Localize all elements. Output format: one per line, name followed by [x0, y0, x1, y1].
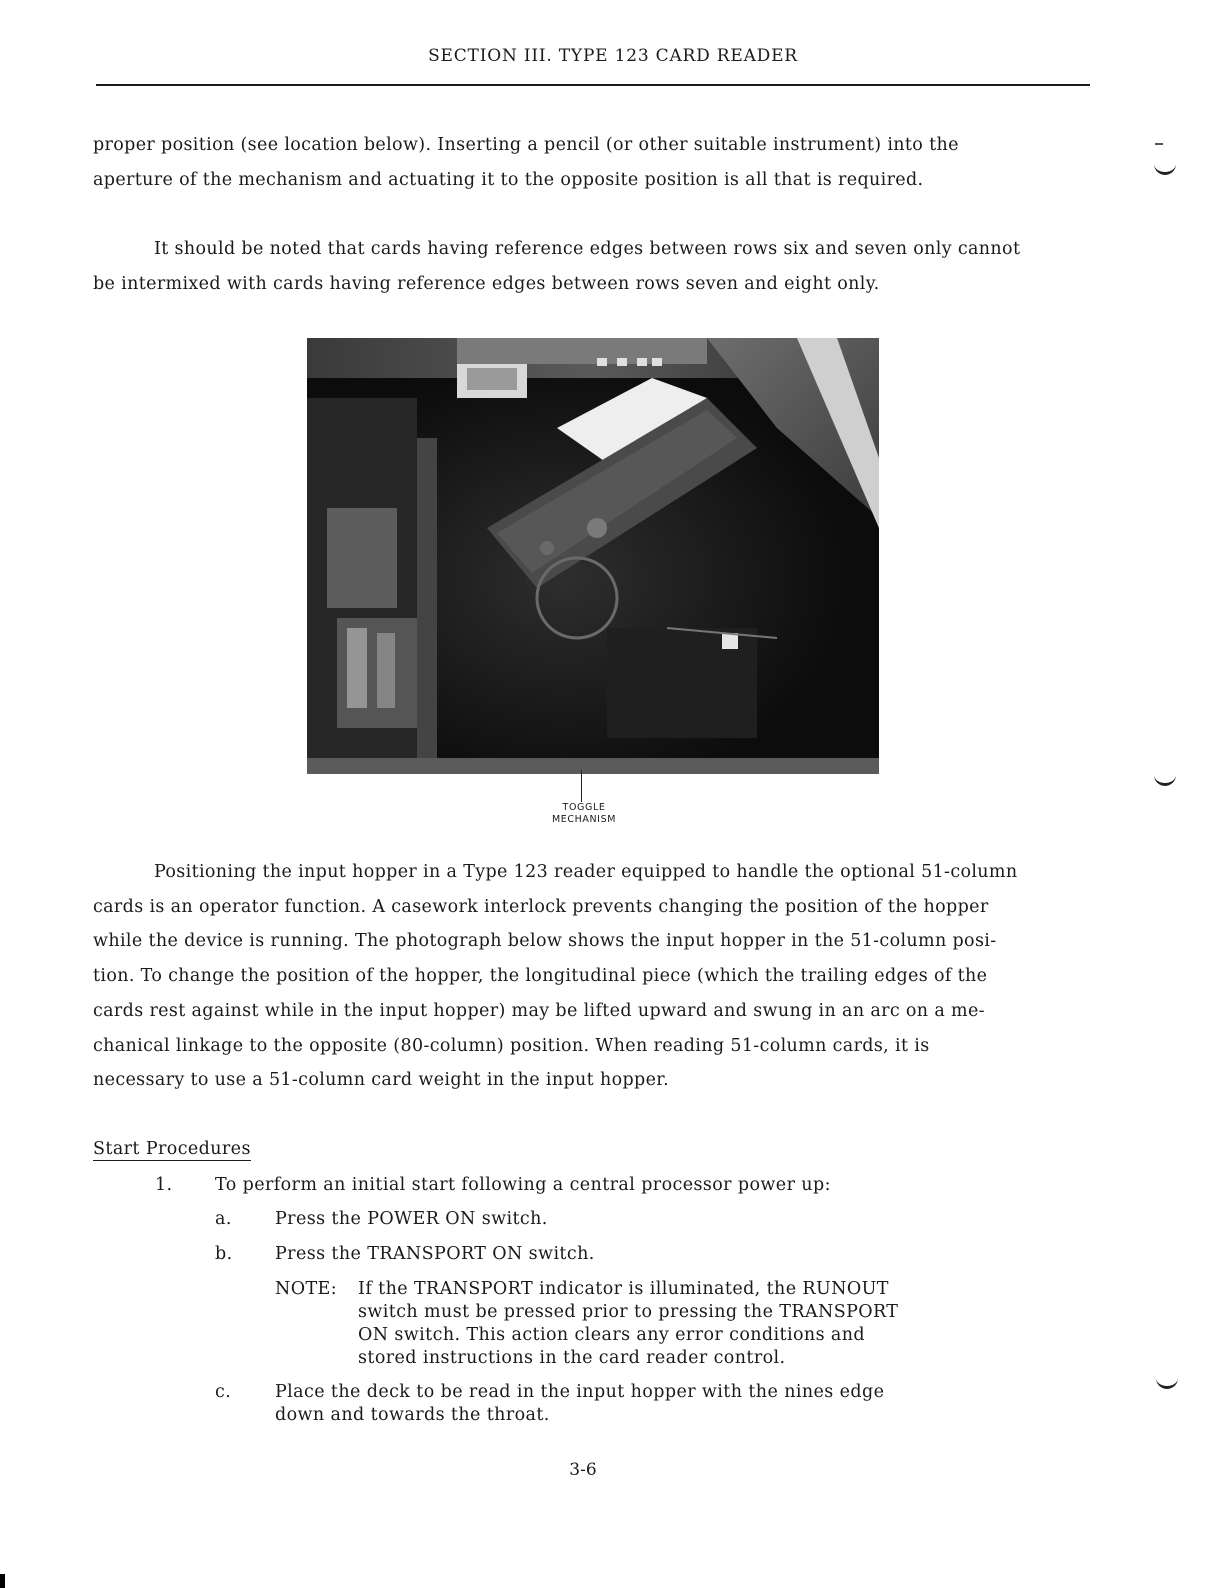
step-text: To perform an initial start following a central processor power up: [215, 1175, 831, 1195]
substep-label: b. [215, 1244, 233, 1264]
paragraph-line: necessary to use a 51-column card weight in the input hopper. [93, 1070, 669, 1091]
margin-scan-mark [1154, 164, 1176, 175]
paragraph-line: It should be noted that cards having reference edges between rows six and seven only cannot [154, 239, 1021, 259]
step-number: 1. [155, 1175, 173, 1195]
paragraph-line: tion. To change the position of the hopper, the longitudinal piece (which the trailing edges of the [93, 966, 988, 987]
substep-line: Place the deck to be read in the input hopper with the nines edge [275, 1382, 885, 1402]
note-label: NOTE: [275, 1279, 338, 1299]
section-header: SECTION III. TYPE 123 CARD READER [428, 46, 798, 66]
caption-pointer-line [581, 770, 582, 802]
paragraph-line: Positioning the input hopper in a Type 123 reader equipped to handle the optional 51-column [154, 862, 1018, 882]
paragraph-line: proper position (see location below). Inserting a pencil (or other suitable instrument) into the [93, 135, 959, 155]
header-rule [96, 84, 1090, 86]
paragraph-reference-edges [93, 232, 1093, 301]
corner-scan-mark [0, 1574, 5, 1588]
card-reader-photo-image [307, 338, 879, 774]
page-number: 3-6 [569, 1460, 597, 1480]
substep-label: c. [215, 1382, 232, 1402]
paragraph-line: while the device is running. The photograph below shows the input hopper in the 51-column posi- [93, 931, 997, 952]
margin-tick [1155, 143, 1163, 145]
margin-scan-mark [1156, 1378, 1178, 1389]
note-line: stored instructions in the card reader control. [358, 1348, 786, 1368]
start-procedures-heading: Start Procedures [93, 1139, 251, 1159]
note-body [358, 1278, 898, 1370]
note-line: switch must be pressed prior to pressing the TRANSPORT [358, 1302, 899, 1322]
paragraph-input-hopper [93, 855, 1093, 1098]
paragraph-line: be intermixed with cards having reference edges between rows seven and eight only. [93, 273, 880, 294]
substep-line: down and towards the throat. [275, 1405, 550, 1425]
paragraph-line: cards rest against while in the input hopper) may be lifted upward and swung in an arc on a me- [93, 1000, 985, 1021]
substep-text: Press the TRANSPORT ON switch. [275, 1244, 595, 1264]
margin-scan-mark [1154, 775, 1176, 786]
substep-text: Press the POWER ON switch. [275, 1209, 548, 1229]
paragraph-line: cards is an operator function. A casework interlock prevents changing the position of the hopper [93, 896, 989, 917]
caption-line: MECHANISM [551, 814, 616, 825]
note-line: If the TRANSPORT indicator is illuminated, the RUNOUT [358, 1279, 889, 1299]
note-line: ON switch. This action clears any error conditions and [358, 1325, 866, 1345]
paragraph-line: aperture of the mechanism and actuating it to the opposite position is all that is required. [93, 169, 924, 190]
figure-caption [0, 802, 1168, 826]
caption-line: TOGGLE [562, 802, 606, 813]
card-reader-photograph [307, 338, 879, 774]
substep-label: a. [215, 1209, 232, 1229]
substep-text [275, 1381, 884, 1427]
paragraph-toggle-instructions [93, 128, 1093, 197]
paragraph-line: chanical linkage to the opposite (80-column) position. When reading 51-column cards, it is [93, 1035, 930, 1056]
